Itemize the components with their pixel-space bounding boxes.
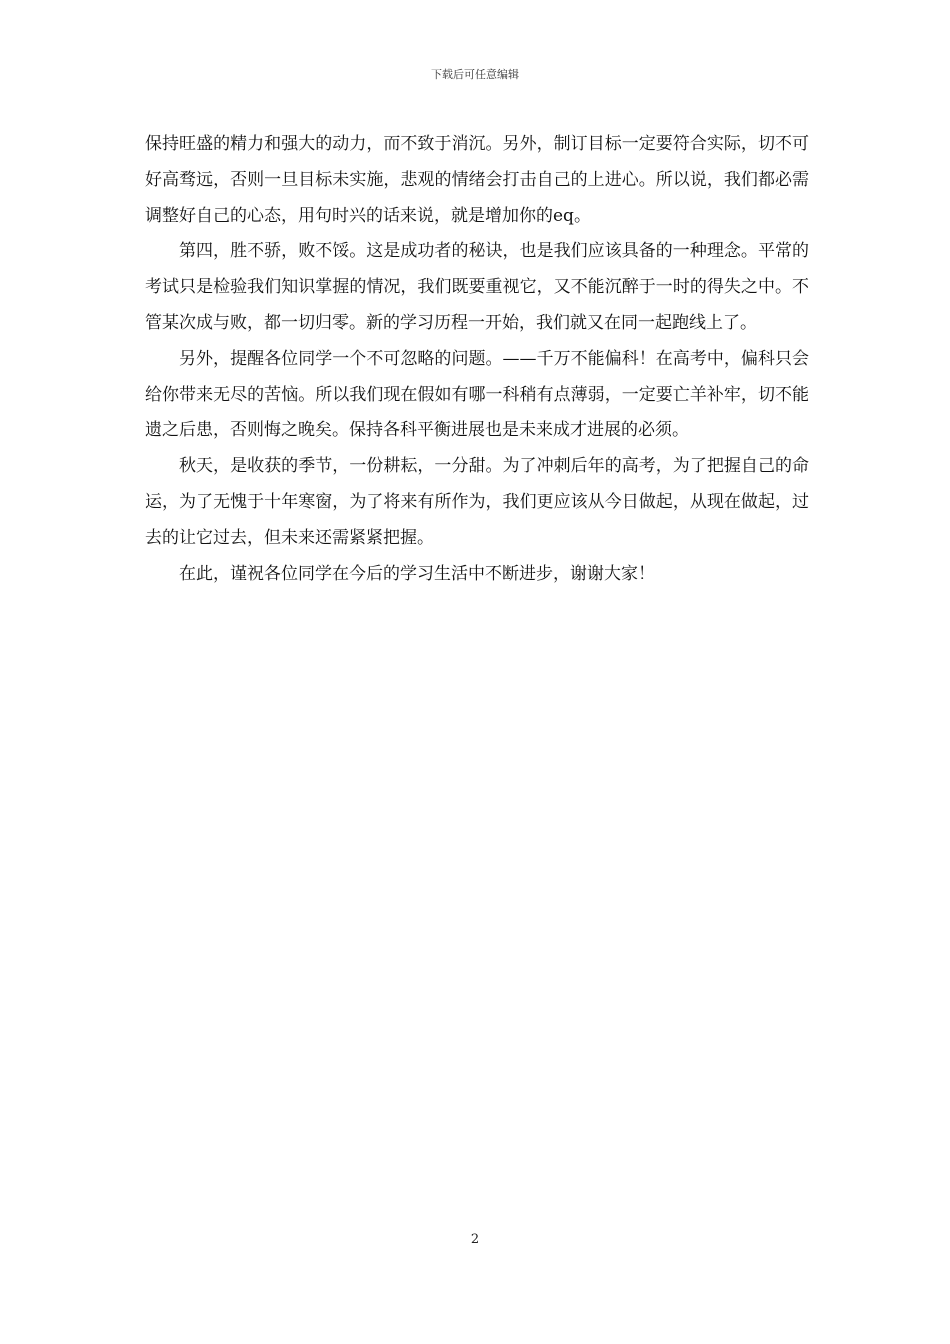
paragraph-reminder: 另外，提醒各位同学一个不可忽略的问题。——千万不能偏科！在高考中，偏科只会给你带来无尽的苦恼。所以我们现在假如有哪一科稍有点薄弱，一定要亡羊补牢，切不能遗之后患，否则悔之晚矣。保持各科平衡进展也是未来成才进展的必须。 (145, 348, 809, 441)
document-body (145, 127, 809, 592)
paragraph-autumn: 秋天，是收获的季节，一份耕耘，一分甜。为了冲刺后年的高考，为了把握自己的命运，为了无愧于十年寒窗，为了将来有所作为，我们更应该从今日做起，从现在做起，过去的让它过去，但未来还需紧紧把握。 (145, 456, 809, 548)
page-header: 下载后可任意编辑 (431, 68, 519, 81)
paragraph-continuation: 保持旺盛的精力和强大的动力，而不致于消沉。另外，制订目标一定要符合实际，切不可好高骛远，否则一旦目标未实施，悲观的情绪会打击自己的上进心。所以说，我们都必需调整好自己的心态，用句时兴的话来说，就是增加你的eq。 (145, 134, 809, 226)
paragraph-closing: 在此，谨祝各位同学在今后的学习生活中不断进步，谢谢大家！ (179, 563, 655, 584)
paragraph-fourth-point: 第四，胜不骄，败不馁。这是成功者的秘诀，也是我们应该具备的一种理念。平常的考试只是检验我们知识掌握的情况，我们既要重视它，又不能沉醉于一时的得失之中。不管某次成与败，都一切归零。新的学习历程一开始，我们就又在同一起跑线上了。 (145, 241, 809, 333)
page-number: 2 (470, 1232, 480, 1247)
